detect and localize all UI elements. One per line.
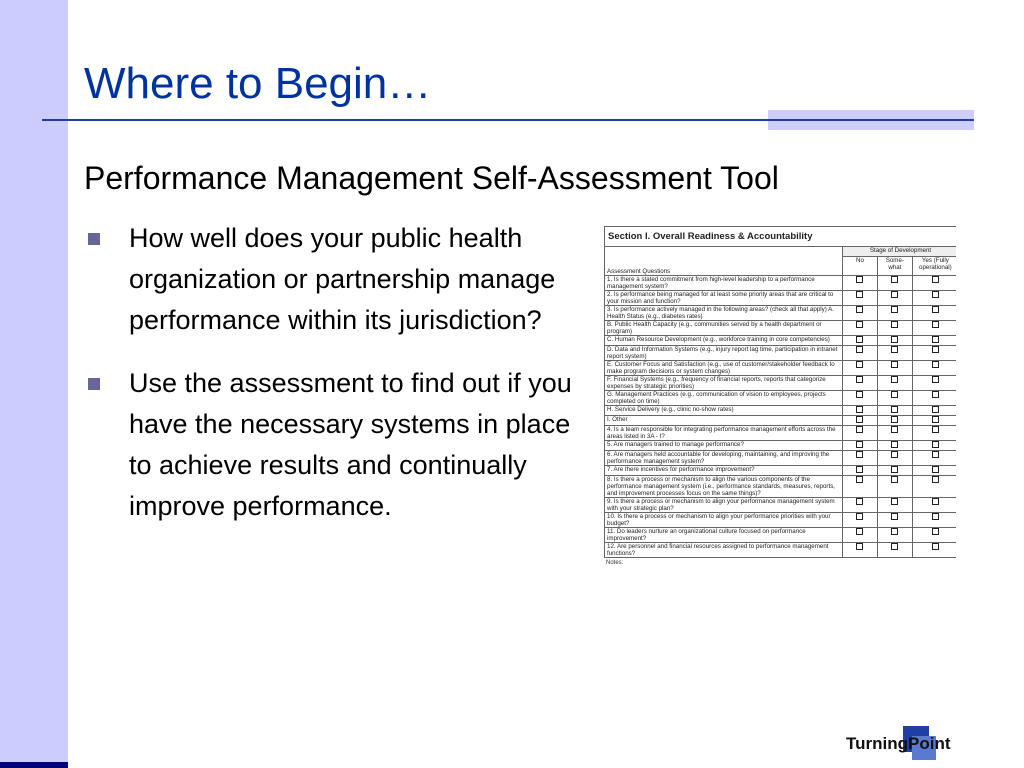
slide-subtitle: Performance Management Self-Assessment Tool [84,160,779,196]
column-header-somewhat: Some-what [877,257,912,276]
assessment-question: 3. Is performance actively managed in the following areas? (check all that apply) A. Health Status (e.g., diabetes rates) [605,306,843,321]
checkbox-icon [891,498,898,505]
assessment-row [605,451,957,466]
checkbox-cell-no [843,513,878,528]
checkbox-icon [891,513,898,520]
checkbox-cell-yes [912,451,956,466]
checkbox-cell-somewhat [877,291,912,306]
assessment-question: 11. Do leaders nurture an organizational culture focused on performance improvement? [605,528,843,543]
checkbox-cell-no [843,336,878,346]
checkbox-cell-no [843,361,878,376]
checkbox-icon [891,391,898,398]
checkbox-cell-no [843,441,878,451]
checkbox-cell-no [843,498,878,513]
assessment-question: 6. Are managers held accountable for developing, maintaining, and improving the performance management system? [605,451,843,466]
checkbox-cell-somewhat [877,336,912,346]
assessment-table [604,226,956,558]
assessment-question: H. Service Delivery (e.g., clinic no-show rates) [605,406,843,416]
bullet-text: Use the assessment to find out if you have the necessary systems in place to achieve results and continually improve performance. [129,368,572,521]
checkbox-icon [932,306,939,313]
assessment-row [605,321,957,336]
checkbox-cell-no [843,276,878,291]
checkbox-icon [891,441,898,448]
assessment-question: 4. Is a team responsible for integrating performance management efforts across the areas listed in 3A - I? [605,426,843,441]
checkbox-icon [856,426,863,433]
checkbox-icon [932,321,939,328]
checkbox-cell-yes [912,306,956,321]
checkbox-cell-somewhat [877,391,912,406]
checkbox-cell-somewhat [877,416,912,426]
checkbox-cell-no [843,346,878,361]
column-header-yes: Yes (Fully operational) [912,257,956,276]
checkbox-cell-no [843,416,878,426]
square-bullet-icon [88,233,100,245]
checkbox-cell-yes [912,441,956,451]
assessment-question: I. Other [605,416,843,426]
checkbox-icon [891,406,898,413]
notes-label: Notes: [606,560,624,566]
checkbox-icon [856,346,863,353]
checkbox-icon [891,306,898,313]
checkbox-icon [932,416,939,423]
checkbox-icon [932,528,939,535]
checkbox-icon [891,336,898,343]
checkbox-icon [856,466,863,473]
assessment-row [605,498,957,513]
checkbox-icon [932,513,939,520]
bullet-item [84,218,584,341]
checkbox-cell-no [843,391,878,406]
checkbox-cell-yes [912,346,956,361]
checkbox-icon [891,426,898,433]
checkbox-cell-no [843,476,878,498]
assessment-question: 10. Is there a process or mechanism to align your performance priorities with your budget? [605,513,843,528]
checkbox-icon [932,498,939,505]
checkbox-icon [891,276,898,283]
assessment-row [605,416,957,426]
checkbox-icon [932,441,939,448]
checkbox-cell-somewhat [877,513,912,528]
checkbox-cell-yes [912,416,956,426]
assessment-question: 5. Are managers trained to manage performance? [605,441,843,451]
checkbox-cell-no [843,291,878,306]
assessment-form-image [598,222,956,670]
checkbox-cell-yes [912,498,956,513]
checkbox-icon [891,451,898,458]
assessment-row [605,476,957,498]
checkbox-icon [856,543,863,550]
bullet-item [84,363,584,527]
assessment-row [605,376,957,391]
checkbox-cell-yes [912,291,956,306]
checkbox-icon [932,276,939,283]
checkbox-cell-no [843,306,878,321]
checkbox-icon [932,361,939,368]
checkbox-icon [856,528,863,535]
checkbox-icon [932,336,939,343]
checkbox-cell-no [843,426,878,441]
checkbox-icon [932,543,939,550]
assessment-row [605,291,957,306]
checkbox-cell-yes [912,361,956,376]
checkbox-cell-somewhat [877,346,912,361]
assessment-question: F. Financial Systems (e.g., frequency of financial reports, reports that categorize expenses by strategic priorities) [605,376,843,391]
checkbox-cell-yes [912,276,956,291]
checkbox-cell-yes [912,321,956,336]
checkbox-cell-somewhat [877,498,912,513]
checkbox-icon [891,361,898,368]
questions-header: Assessment Questions [605,247,843,276]
checkbox-cell-yes [912,476,956,498]
checkbox-cell-somewhat [877,306,912,321]
checkbox-icon [856,306,863,313]
bullet-list [84,218,584,549]
checkbox-icon [856,376,863,383]
checkbox-icon [932,291,939,298]
checkbox-icon [856,321,863,328]
checkbox-cell-somewhat [877,321,912,336]
checkbox-icon [932,451,939,458]
square-bullet-icon [88,378,100,390]
checkbox-icon [891,476,898,483]
checkbox-cell-no [843,321,878,336]
assessment-row [605,391,957,406]
checkbox-icon [891,466,898,473]
checkbox-icon [891,416,898,423]
assessment-row [605,426,957,441]
checkbox-icon [856,361,863,368]
checkbox-cell-yes [912,376,956,391]
checkbox-cell-yes [912,426,956,441]
assessment-row [605,276,957,291]
logo-text: TurningPoint [846,734,951,753]
assessment-row [605,346,957,361]
assessment-question: 9. Is there a process or mechanism to align your performance management system with your strategic plan? [605,498,843,513]
bullet-text: How well does your public health organization or partnership manage performance within its jurisdiction? [129,223,556,335]
checkbox-cell-somewhat [877,441,912,451]
assessment-row [605,336,957,346]
checkbox-icon [856,451,863,458]
checkbox-cell-somewhat [877,426,912,441]
assessment-row [605,513,957,528]
checkbox-icon [932,426,939,433]
checkbox-icon [856,476,863,483]
checkbox-cell-yes [912,466,956,476]
column-header-no: No [843,257,878,276]
checkbox-icon [856,416,863,423]
checkbox-icon [891,291,898,298]
checkbox-icon [932,346,939,353]
checkbox-cell-yes [912,513,956,528]
checkbox-cell-yes [912,406,956,416]
checkbox-cell-somewhat [877,451,912,466]
assessment-question: 8. Is there a process or mechanism to align the various components of the performance management system (i.e., performance standards, measures, reports, and improvement processes focus on the same things)? [605,476,843,498]
checkbox-cell-no [843,406,878,416]
checkbox-cell-somewhat [877,406,912,416]
assessment-question: G. Management Practices (e.g., communication of vision to employees, projects completed on time) [605,391,843,406]
checkbox-icon [856,276,863,283]
checkbox-icon [932,476,939,483]
assessment-question: 1. Is there a stated commitment from high-level leadership to a performance management system? [605,276,843,291]
checkbox-icon [891,543,898,550]
slide-title: Where to Begin… [84,59,432,108]
checkbox-icon [891,346,898,353]
checkbox-icon [891,321,898,328]
assessment-row [605,406,957,416]
checkbox-cell-no [843,466,878,476]
assessment-row [605,466,957,476]
title-rule-accent-line [768,119,974,121]
checkbox-icon [856,513,863,520]
checkbox-cell-yes [912,391,956,406]
assessment-question: 7. Are there incentives for performance improvement? [605,466,843,476]
checkbox-cell-somewhat [877,376,912,391]
checkbox-icon [932,406,939,413]
checkbox-cell-somewhat [877,466,912,476]
checkbox-icon [932,376,939,383]
turningpoint-logo [846,724,976,764]
assessment-row [605,361,957,376]
checkbox-icon [891,376,898,383]
checkbox-cell-yes [912,528,956,543]
checkbox-cell-yes [912,543,956,558]
assessment-row [605,543,957,558]
checkbox-cell-no [843,543,878,558]
checkbox-icon [856,391,863,398]
checkbox-icon [856,291,863,298]
checkbox-icon [856,441,863,448]
checkbox-icon [856,336,863,343]
checkbox-cell-somewhat [877,528,912,543]
checkbox-cell-somewhat [877,276,912,291]
assessment-question: 2. Is performance being managed for at least some priority areas that are critical to your mission and function? [605,291,843,306]
assessment-question: E. Customer Focus and Satisfaction (e.g., use of customer/stakeholder feedback to make program decisions or system changes) [605,361,843,376]
checkbox-cell-no [843,376,878,391]
assessment-row [605,441,957,451]
checkbox-icon [856,406,863,413]
checkbox-cell-yes [912,336,956,346]
section-title: Section I. Overall Readiness & Accountability [605,227,957,247]
checkbox-icon [856,498,863,505]
stage-header: Stage of Development [843,247,956,257]
checkbox-icon [932,466,939,473]
assessment-question: B. Public Health Capacity (e.g., communities served by a health department or program) [605,321,843,336]
checkbox-icon [891,528,898,535]
checkbox-cell-somewhat [877,476,912,498]
checkbox-cell-somewhat [877,361,912,376]
assessment-row [605,528,957,543]
assessment-question: D. Data and Information Systems (e.g., injury report lag time, participation in intranet report system) [605,346,843,361]
checkbox-cell-somewhat [877,543,912,558]
assessment-row [605,306,957,321]
left-decorative-band [0,0,68,768]
left-band-footer-accent [0,762,68,768]
assessment-question: C. Human Resource Development (e.g., workforce training in core competencies) [605,336,843,346]
assessment-question: 12. Are personnel and financial resources assigned to performance management functions? [605,543,843,558]
checkbox-cell-no [843,451,878,466]
checkbox-cell-no [843,528,878,543]
checkbox-icon [932,391,939,398]
